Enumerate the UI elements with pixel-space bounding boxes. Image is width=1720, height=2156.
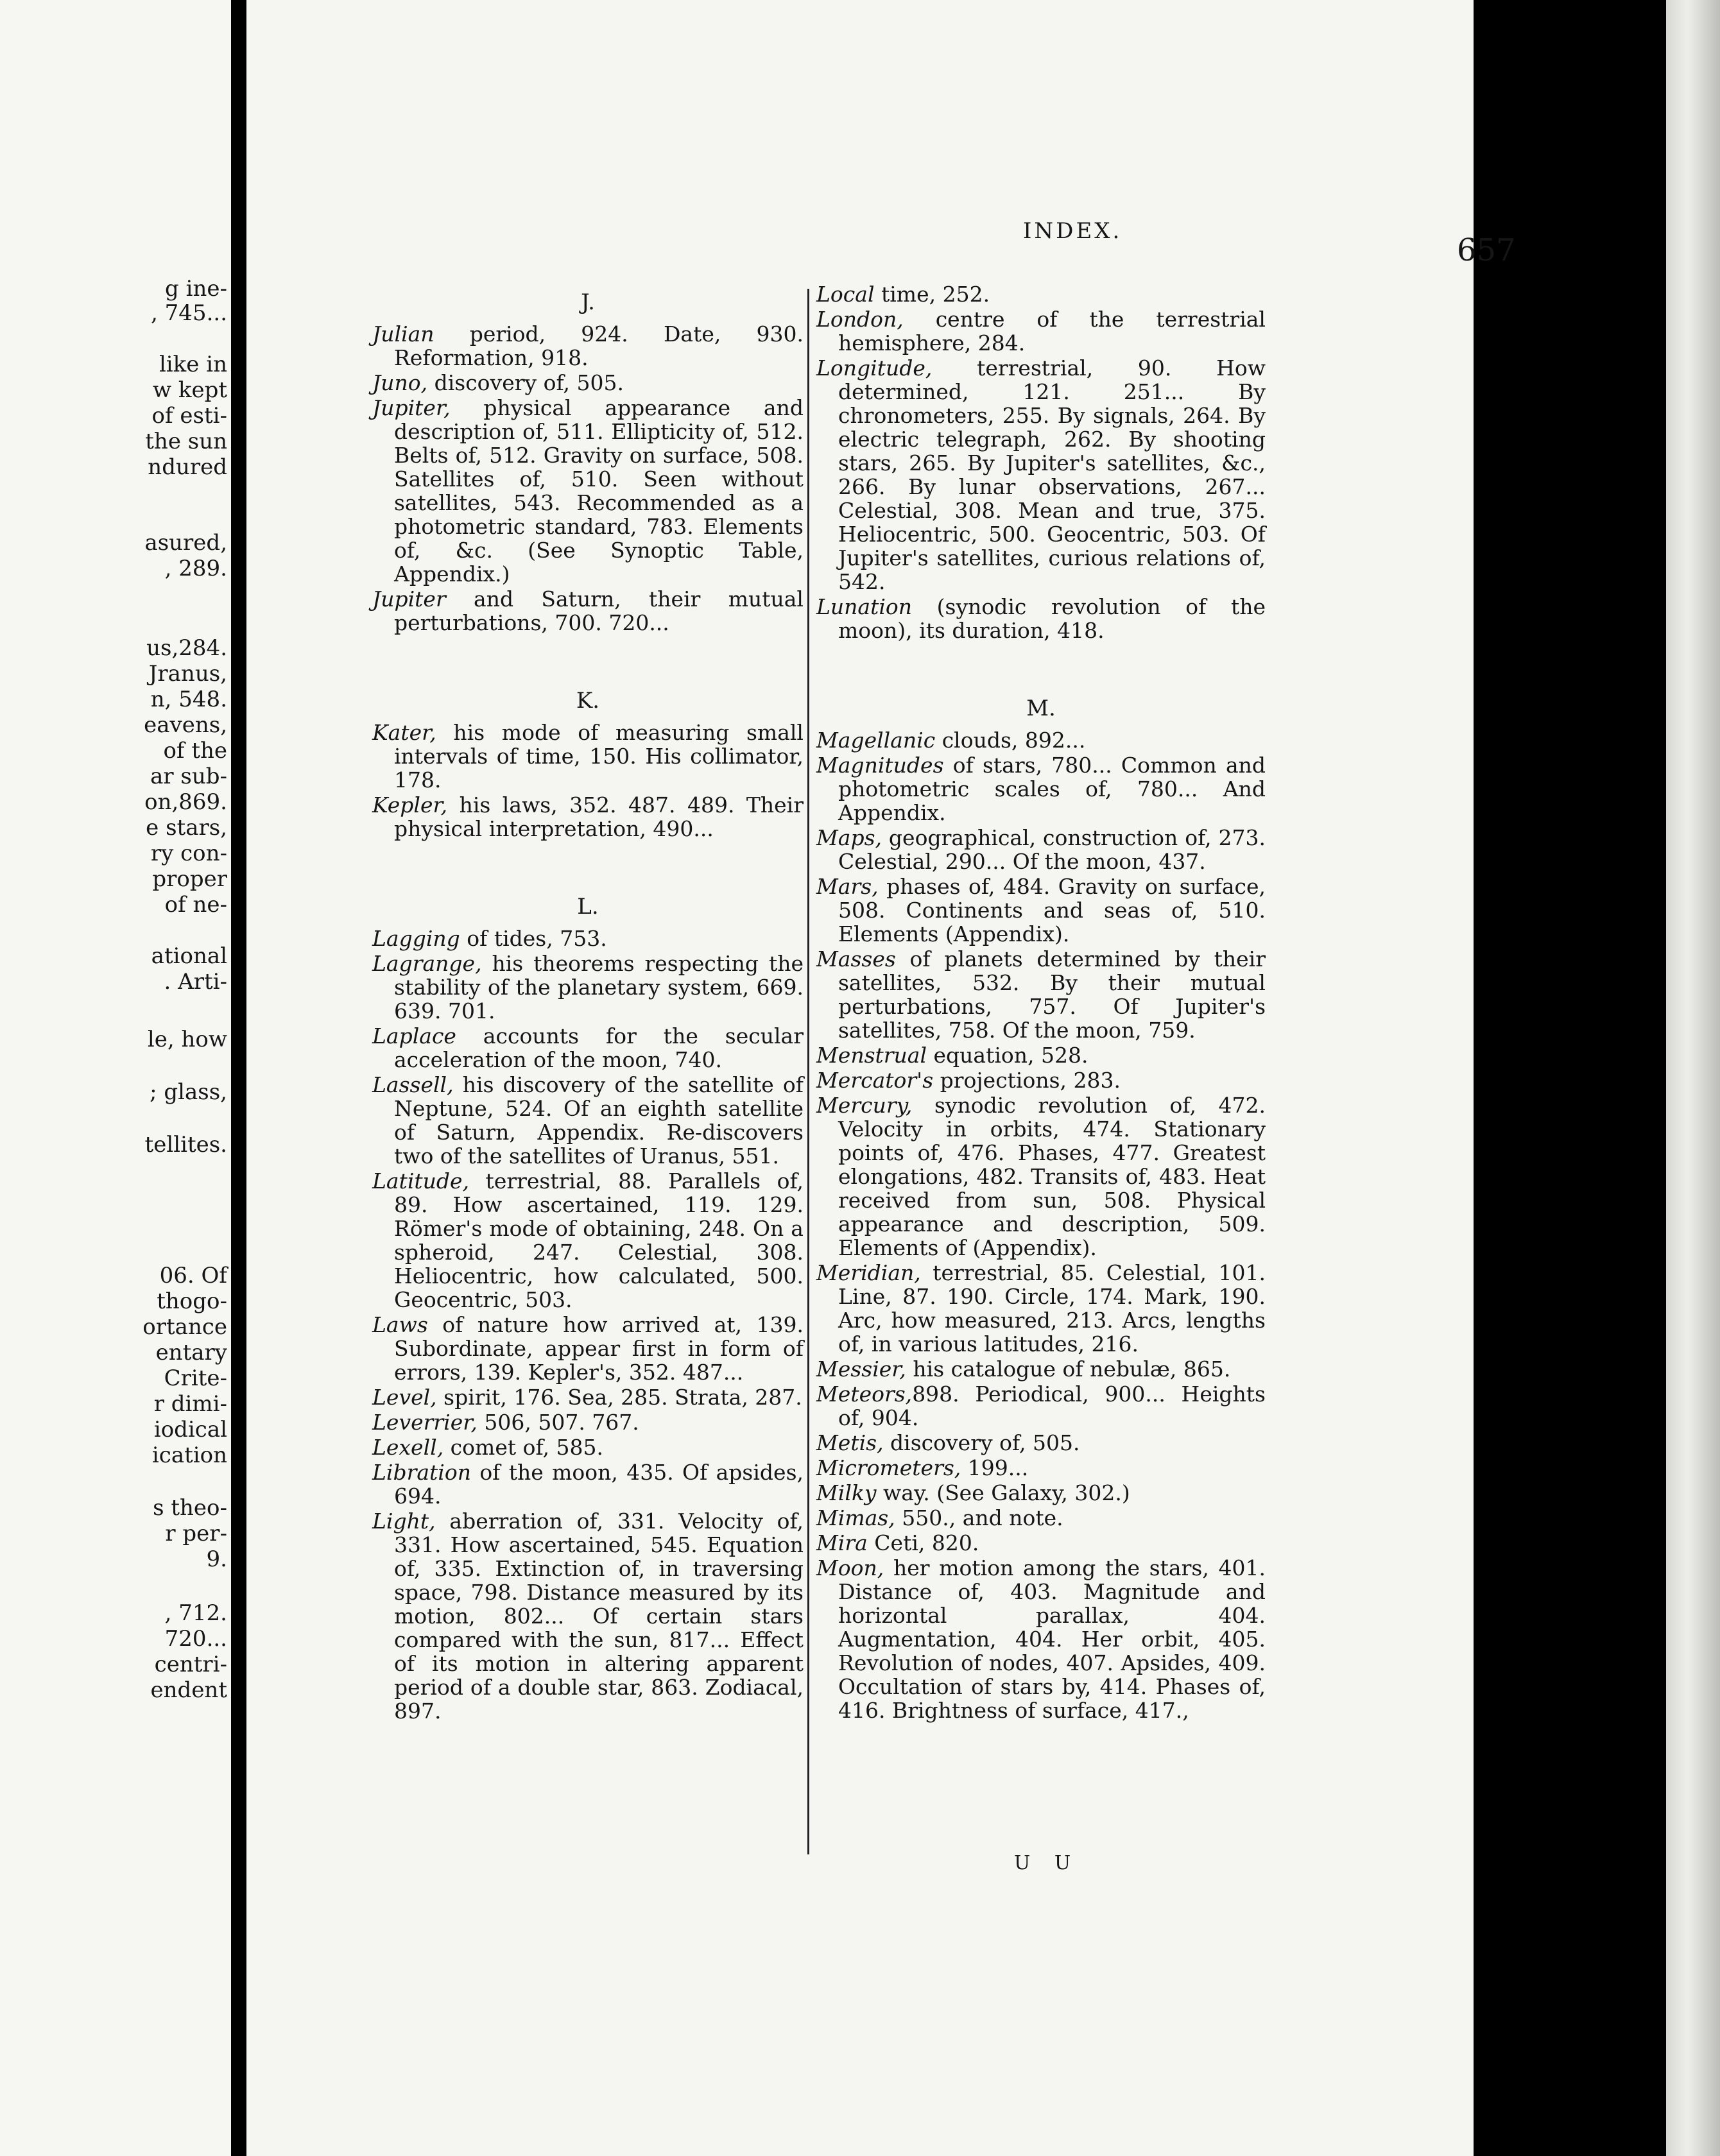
index-term: Light, [372,1509,436,1534]
index-term: Lassell, [372,1072,454,1097]
facing-page [0,0,231,2156]
index-term: Kepler, [372,792,448,817]
index-references: projections, 283. [933,1068,1121,1093]
facing-page-line: 9. [206,1546,227,1572]
index-term: Latitude, [372,1168,470,1194]
index-term: Lagrange, [372,951,482,976]
facing-page-line: iodical [153,1417,227,1442]
index-term: Juno, [372,370,428,395]
index-entry [372,1024,804,1072]
index-entry [372,371,804,395]
index-term: Mimas, [816,1505,895,1530]
facing-page-line: eavens, [144,712,227,738]
facing-page-line: ortance [142,1314,227,1340]
index-references: equation, 528. [927,1043,1088,1068]
index-term: Jupiter [372,586,446,612]
index-references: comet of, 585. [443,1435,603,1460]
facing-page-line: w kept [152,377,227,403]
section-letter: L. [577,894,599,920]
facing-page-line: Jranus, [148,661,227,687]
index-term: Meteors, [816,1382,913,1407]
index-term: Lunation [816,594,913,619]
facing-page-line: entary [155,1340,227,1365]
index-references: terrestrial, 88. Parallels of, 89. How ascertained, 119. 129. Römer's mode of obtaining, 248. On a spheroid, 247. Celestial, 308. Heliocentric, how calculated, 500. Geocentric, 503. [394,1168,804,1312]
index-references: her motion among the stars, 401. Distance of, 403. Magnitude and horizontal parallax, 404. Augmentation, 404. Her orbit, 405. Revolution of nodes, 407. Apsides, 409. Occultation of stars by, 414. Phases of, 416. Brightness of surface, 417., [838,1555,1266,1723]
index-entry [816,1506,1266,1530]
facing-page-line: of esti- [151,403,227,429]
facing-page-line: on,869. [144,789,227,815]
facing-page-line: the sun [145,429,227,454]
index-references: way. (See Galaxy, 302.) [876,1480,1130,1505]
index-entry [816,1431,1266,1455]
facing-page-line: e stars, [146,815,227,841]
index-entry [816,1481,1266,1505]
index-references: clouds, 892... [935,728,1086,753]
index-term: Micrometers, [816,1455,961,1480]
facing-page-line: , 289. [164,556,227,581]
facing-page-line: proper [152,866,227,892]
page-number: 657 [1457,232,1516,268]
facing-page-line: like in [159,352,227,377]
index-references: his laws, 352. 487. 489. Their physical interpretation, 490... [394,792,804,841]
index-entry [372,1385,804,1409]
running-header: INDEX. [1023,218,1122,244]
index-entry [816,1068,1266,1092]
facing-page-line: le, how [147,1027,227,1052]
index-term: Longitude, [816,355,933,381]
index-entry [816,875,1266,946]
index-entry [816,1357,1266,1381]
index-term: Local [816,282,875,307]
section-letter: M. [1026,696,1056,721]
index-term: Lagging [372,926,460,951]
facing-page-line: Crite- [164,1365,227,1391]
index-references: his discovery of the satellite of Neptune, 524. Of an eighth satellite of Saturn, Appendix. Re-discovers two of the satellites of Uranus, 551. [394,1072,804,1168]
column-rule [807,289,809,1854]
index-references: (synodic revolution of the moon), its duration, 418. [838,594,1266,643]
index-column-left [372,282,804,1724]
index-entry [372,1073,804,1168]
index-references: spirit, 176. Sea, 285. Strata, 287. [436,1385,802,1410]
index-term: Laplace [372,1023,456,1048]
index-entry [816,1531,1266,1555]
index-references: terrestrial, 90. How determined, 121. 251... By chronometers, 255. By signals, 264. By electric telegraph, 262. By shooting stars, 265. By Jupiter's satellites, &c., 266. By lunar observations, 267... Celestial, 308. Mean and true, 375. Heliocentric, 500. Geocentric, 503. Of Jupiter's satellites, curious relations of, 542. [838,355,1266,594]
index-entry [372,793,804,841]
index-references: of stars, 780... Common and photometric scales of, 780... And Appendix. [838,753,1266,825]
index-entry [816,826,1266,873]
index-references: of nature how arrived at, 139. Subordinate, appear first in form of errors, 139. Kepler's, 352. 487... [394,1312,804,1385]
index-term: Leverrier, [372,1410,477,1435]
index-references: terrestrial, 85. Celestial, 101. Line, 87. 190. Circle, 174. Mark, 190. Arc, how measured, 213. Arcs, lengths of, in various latitudes, 216. [838,1260,1266,1356]
index-references: his theorems respecting the stability of the planetary system, 669. 639. 701. [394,951,804,1023]
index-entry [372,1460,804,1508]
facing-page-line: 06. Of [159,1263,227,1288]
facing-page-line: endent [150,1677,227,1703]
index-term: Magellanic [816,728,936,753]
facing-page-line: , 745... [151,300,227,326]
index-term: Maps, [816,825,882,850]
index-references: time, 252. [874,282,990,307]
index-references: of the moon, 435. Of apsides, 694. [394,1460,804,1509]
index-references: and Saturn, their mutual perturbations, 700. 720... [394,586,804,635]
facing-page-line: ication [151,1442,227,1468]
index-references: 550., and note. [895,1505,1063,1530]
facing-page-line: us,284. [146,635,227,661]
index-term: Moon, [816,1555,884,1580]
index-references: 199... [961,1455,1029,1480]
facing-page-line: g ine- [165,276,227,302]
index-references: 898. Periodical, 900... Heights of, 904. [838,1382,1266,1430]
index-term: Julian [372,321,434,346]
index-references: period, 924. Date, 930. Reformation, 918. [394,321,804,370]
index-entry [372,587,804,635]
facing-page-line: r dimi- [153,1391,227,1417]
index-entry [372,1313,804,1384]
index-term: London, [816,307,904,332]
index-entry [372,1509,804,1723]
facing-page-line: thogo- [157,1288,227,1314]
facing-page-line: , 712. [164,1600,227,1626]
index-entry [372,1410,804,1434]
facing-page-line: ational [151,943,227,969]
index-entry [372,1435,804,1459]
facing-page-line: of the [163,738,227,764]
index-references: his catalogue of nebulæ, 865. [906,1356,1231,1382]
index-references: 506, 507. 767. [477,1410,639,1435]
index-entry [816,307,1266,355]
index-term: Laws [372,1312,428,1337]
index-entry [816,728,1266,752]
index-references: of tides, 753. [460,926,607,951]
index-references: Ceti, 820. [867,1530,979,1555]
index-term: Libration [372,1460,471,1485]
facing-page-line: asured, [144,530,227,556]
index-entry [816,282,1266,306]
facing-page-line: ; glass, [150,1079,227,1105]
index-references: of planets determined by their satellites, 532. By their mutual perturbations, 757. Of Jupiter's satellites, 758. Of the moon, 759. [838,946,1266,1043]
index-term: Mercator's [816,1068,934,1093]
facing-page-line: n, 548. [150,687,227,712]
index-entry [816,1556,1266,1722]
signature-mark: U U [1014,1852,1080,1874]
index-entry [372,1169,804,1312]
index-references: synodic revolution of, 472. Velocity in orbits, 474. Stationary points of, 476. Phases, 477. Greatest elongations, 482. Transits of, 483. Heat received from sun, 508. Physical appearance and description, 509. Elements of (Appendix). [838,1093,1266,1260]
index-entry [372,396,804,586]
facing-page-line: centri- [154,1652,227,1677]
page-gutter [231,0,246,2156]
index-term: Lexell, [372,1435,444,1460]
index-term: Metis, [816,1430,884,1455]
index-entry [816,1093,1266,1260]
index-entry [372,721,804,792]
facing-page-line: . Arti- [164,969,227,995]
index-references: phases of, 484. Gravity on surface, 508. Continents and seas of, 510. Elements (Appendix). [838,874,1266,946]
index-references: centre of the terrestrial hemisphere, 284. [838,307,1266,355]
index-entry [372,952,804,1023]
index-entry [816,1382,1266,1430]
section-letter: K. [576,688,600,714]
index-entry [816,753,1266,825]
index-references: discovery of, 505. [427,370,624,395]
facing-page-line: r per- [165,1521,227,1546]
index-references: discovery of, 505. [883,1430,1080,1455]
index-term: Kater, [372,720,436,745]
index-term: Menstrual [816,1043,927,1068]
index-references: physical appearance and description of, 511. Ellipticity of, 512. Belts of, 512. Gravity on surface, 508. Satellites of, 510. Seen without satellites, 543. Recommended as a photometric standard, 783. Elements of, &c. (See Synoptic Table, Appendix.) [394,395,804,586]
index-term: Mira [816,1530,868,1555]
index-entry [816,1261,1266,1356]
facing-page-line: ar sub- [150,764,227,789]
index-entry [816,595,1266,642]
index-references: accounts for the secular acceleration of the moon, 740. [394,1023,804,1072]
index-term: Meridian, [816,1260,921,1285]
index-references: geographical, construction of, 273. Celestial, 290... Of the moon, 437. [838,825,1266,874]
index-term: Masses [816,946,896,971]
index-entry [372,322,804,370]
facing-page-line: s theo- [153,1495,227,1521]
index-term: Mercury, [816,1093,913,1118]
index-term: Messier, [816,1356,906,1382]
index-term: Level, [372,1385,437,1410]
page-edge [1666,0,1720,2156]
index-term: Magnitudes [816,753,944,778]
index-term: Milky [816,1480,877,1505]
facing-page-line: ndured [148,454,227,480]
index-entry [816,1043,1266,1067]
index-entry [372,927,804,950]
index-entry [816,947,1266,1042]
section-letter: J. [581,289,595,315]
index-references: his mode of measuring small intervals of time, 150. His collimator, 178. [394,720,804,792]
index-column-right [816,282,1266,1724]
facing-page-line: ry con- [150,841,227,866]
index-entry [816,1456,1266,1480]
index-term: Jupiter, [372,395,451,420]
index-references: aberration of, 331. Velocity of, 331. How ascertained, 545. Equation of, 335. Extinction of, in traversing space, 798. Distance measured by its motion, 802... Of certain stars compared with the sun, 817... Effect of its motion in altering apparent period of a double star, 863. Zodiacal, 897. [394,1509,804,1724]
facing-page-line: tellites. [144,1132,227,1158]
index-entry [816,356,1266,594]
facing-page-line: of ne- [164,892,227,918]
facing-page-line: 720... [164,1626,227,1652]
index-term: Mars, [816,874,879,899]
